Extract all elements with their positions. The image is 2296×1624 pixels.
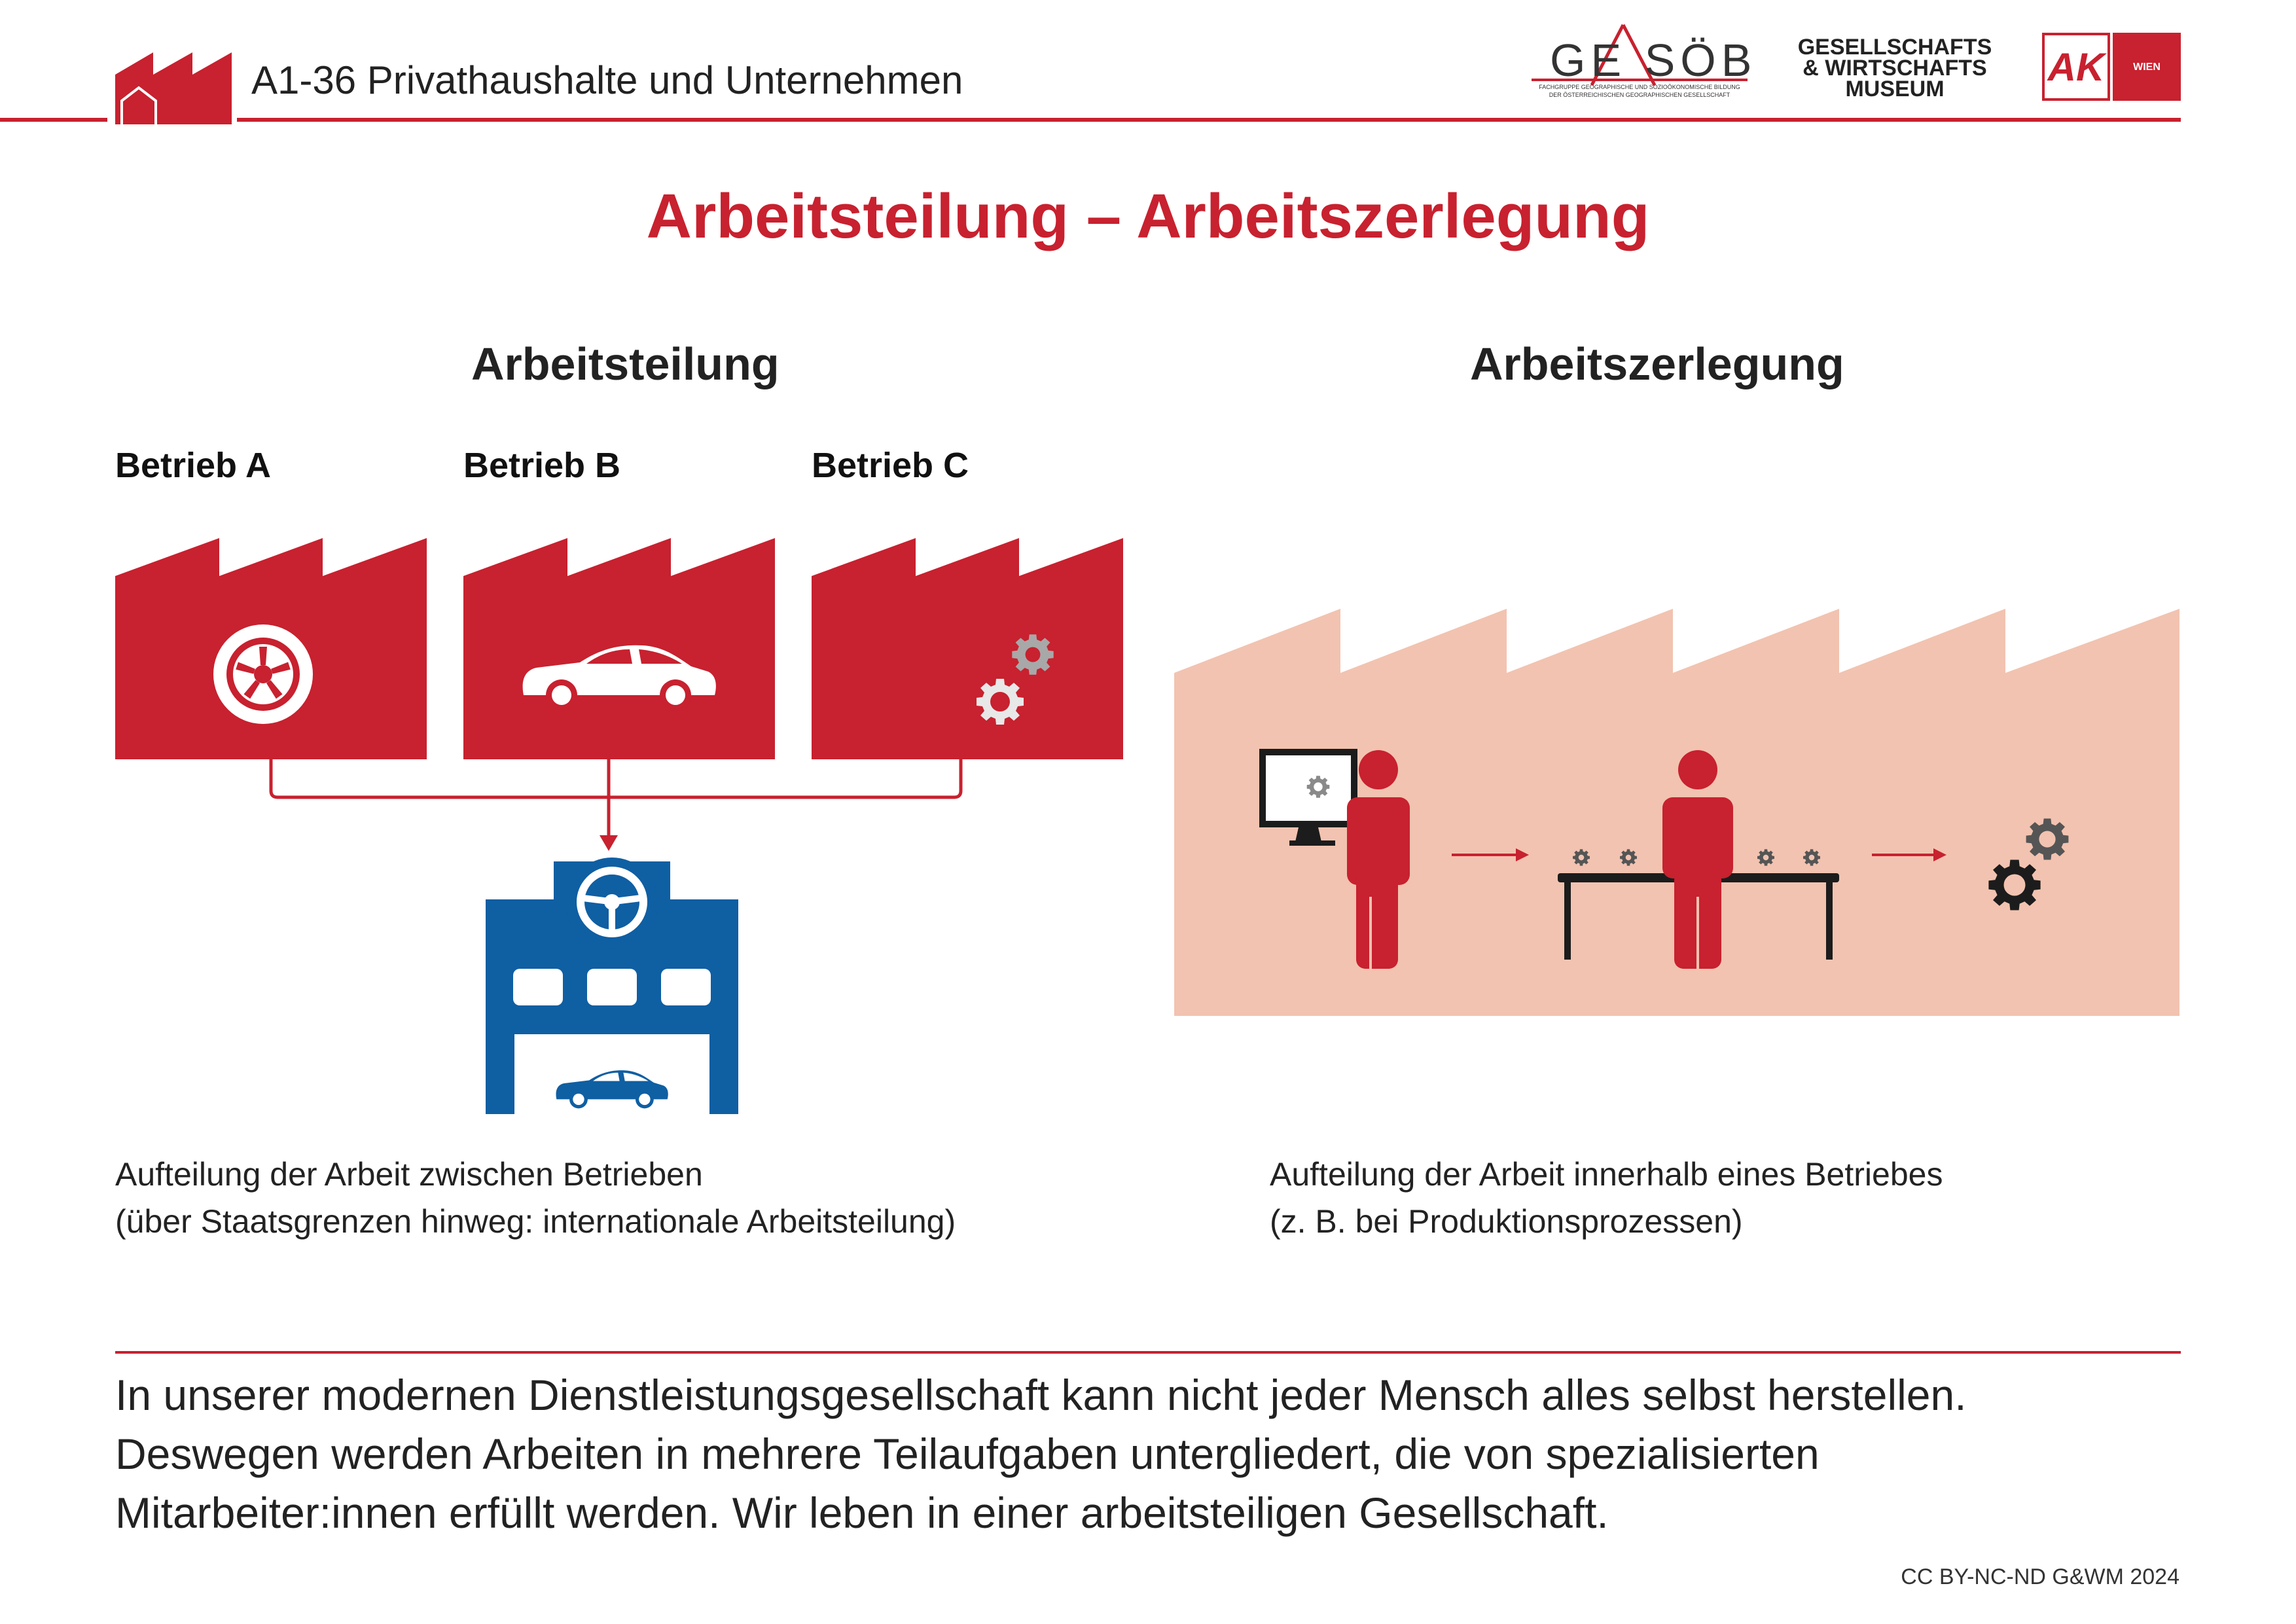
body-divider (115, 1351, 2181, 1354)
ak-logo-mark: AK (2047, 45, 2105, 89)
left-heading: Arbeitsteilung (471, 338, 780, 389)
body-text-line-2: Deswegen werden Arbeiten in mehrere Teilaufgaben untergliedert, die von spezialisierten (115, 1430, 1820, 1478)
arbeitsteilung-diagram (0, 0, 1178, 1126)
right-caption-line-2: (z. B. bei Produktionsprozessen) (1270, 1203, 1743, 1240)
company-label-a: Betrieb A (115, 446, 272, 485)
ak-logo-wien: WIEN (2133, 62, 2161, 73)
arbeitszerlegung-diagram (1174, 589, 2182, 1021)
right-caption-line-1: Aufteilung der Arbeit innerhalb eines Betriebes (1270, 1156, 1943, 1193)
gesoeb-wordmark: GE SÖB (1550, 35, 1757, 86)
connector-arrow-head (600, 835, 618, 851)
main-title: Arbeitsteilung – Arbeitszerlegung (646, 181, 1650, 251)
header-title: A1-36 Privathaushalte und Unternehmen (251, 58, 963, 102)
museum-logo-line-2: & WIRTSCHAFTS (1803, 56, 1987, 81)
museum-logo-line-3: MUSEUM (1845, 77, 1945, 101)
gesoeb-subtitle-2: DER ÖSTERREICHISCHEN GEOGRAPHISCHEN GESELLSCHAFT (1549, 92, 1731, 98)
body-text-line-1: In unserer modernen Dienstleistungsgesellschaft kann nicht jeder Mensch alles selbst herstellen. (115, 1371, 1967, 1419)
museum-logo (1793, 37, 1996, 99)
factory-a (115, 538, 427, 759)
car-manufacturer-building (486, 857, 738, 1114)
body-text-line-3: Mitarbeiter:innen erfüllt werden. Wir leben in einer arbeitsteiligen Gesellschaft. (115, 1489, 1609, 1537)
company-label-c: Betrieb C (812, 446, 969, 485)
company-label-b: Betrieb B (463, 446, 621, 485)
wheel-icon (213, 624, 313, 724)
connector-lines (271, 759, 961, 797)
ak-logo (2042, 33, 2181, 101)
right-heading: Arbeitszerlegung (1470, 338, 1844, 389)
factory-c (812, 538, 1123, 759)
factory-b (463, 538, 775, 759)
left-caption-line-1: Aufteilung der Arbeit zwischen Betrieben (115, 1156, 703, 1193)
left-caption-line-2: (über Staatsgrenzen hinweg: internationale Arbeitsteilung) (115, 1203, 956, 1240)
museum-logo-line-1: GESELLSCHAFTS (1797, 35, 1992, 60)
license-note: CC BY-NC-ND G&WM 2024 (1901, 1564, 2179, 1589)
gesoeb-subtitle-1: FACHGRUPPE GEOGRAPHISCHE UND SOZIOÖKONOMISCHE BILDUNG (1539, 84, 1740, 90)
gesoeb-logo (1532, 20, 1757, 98)
